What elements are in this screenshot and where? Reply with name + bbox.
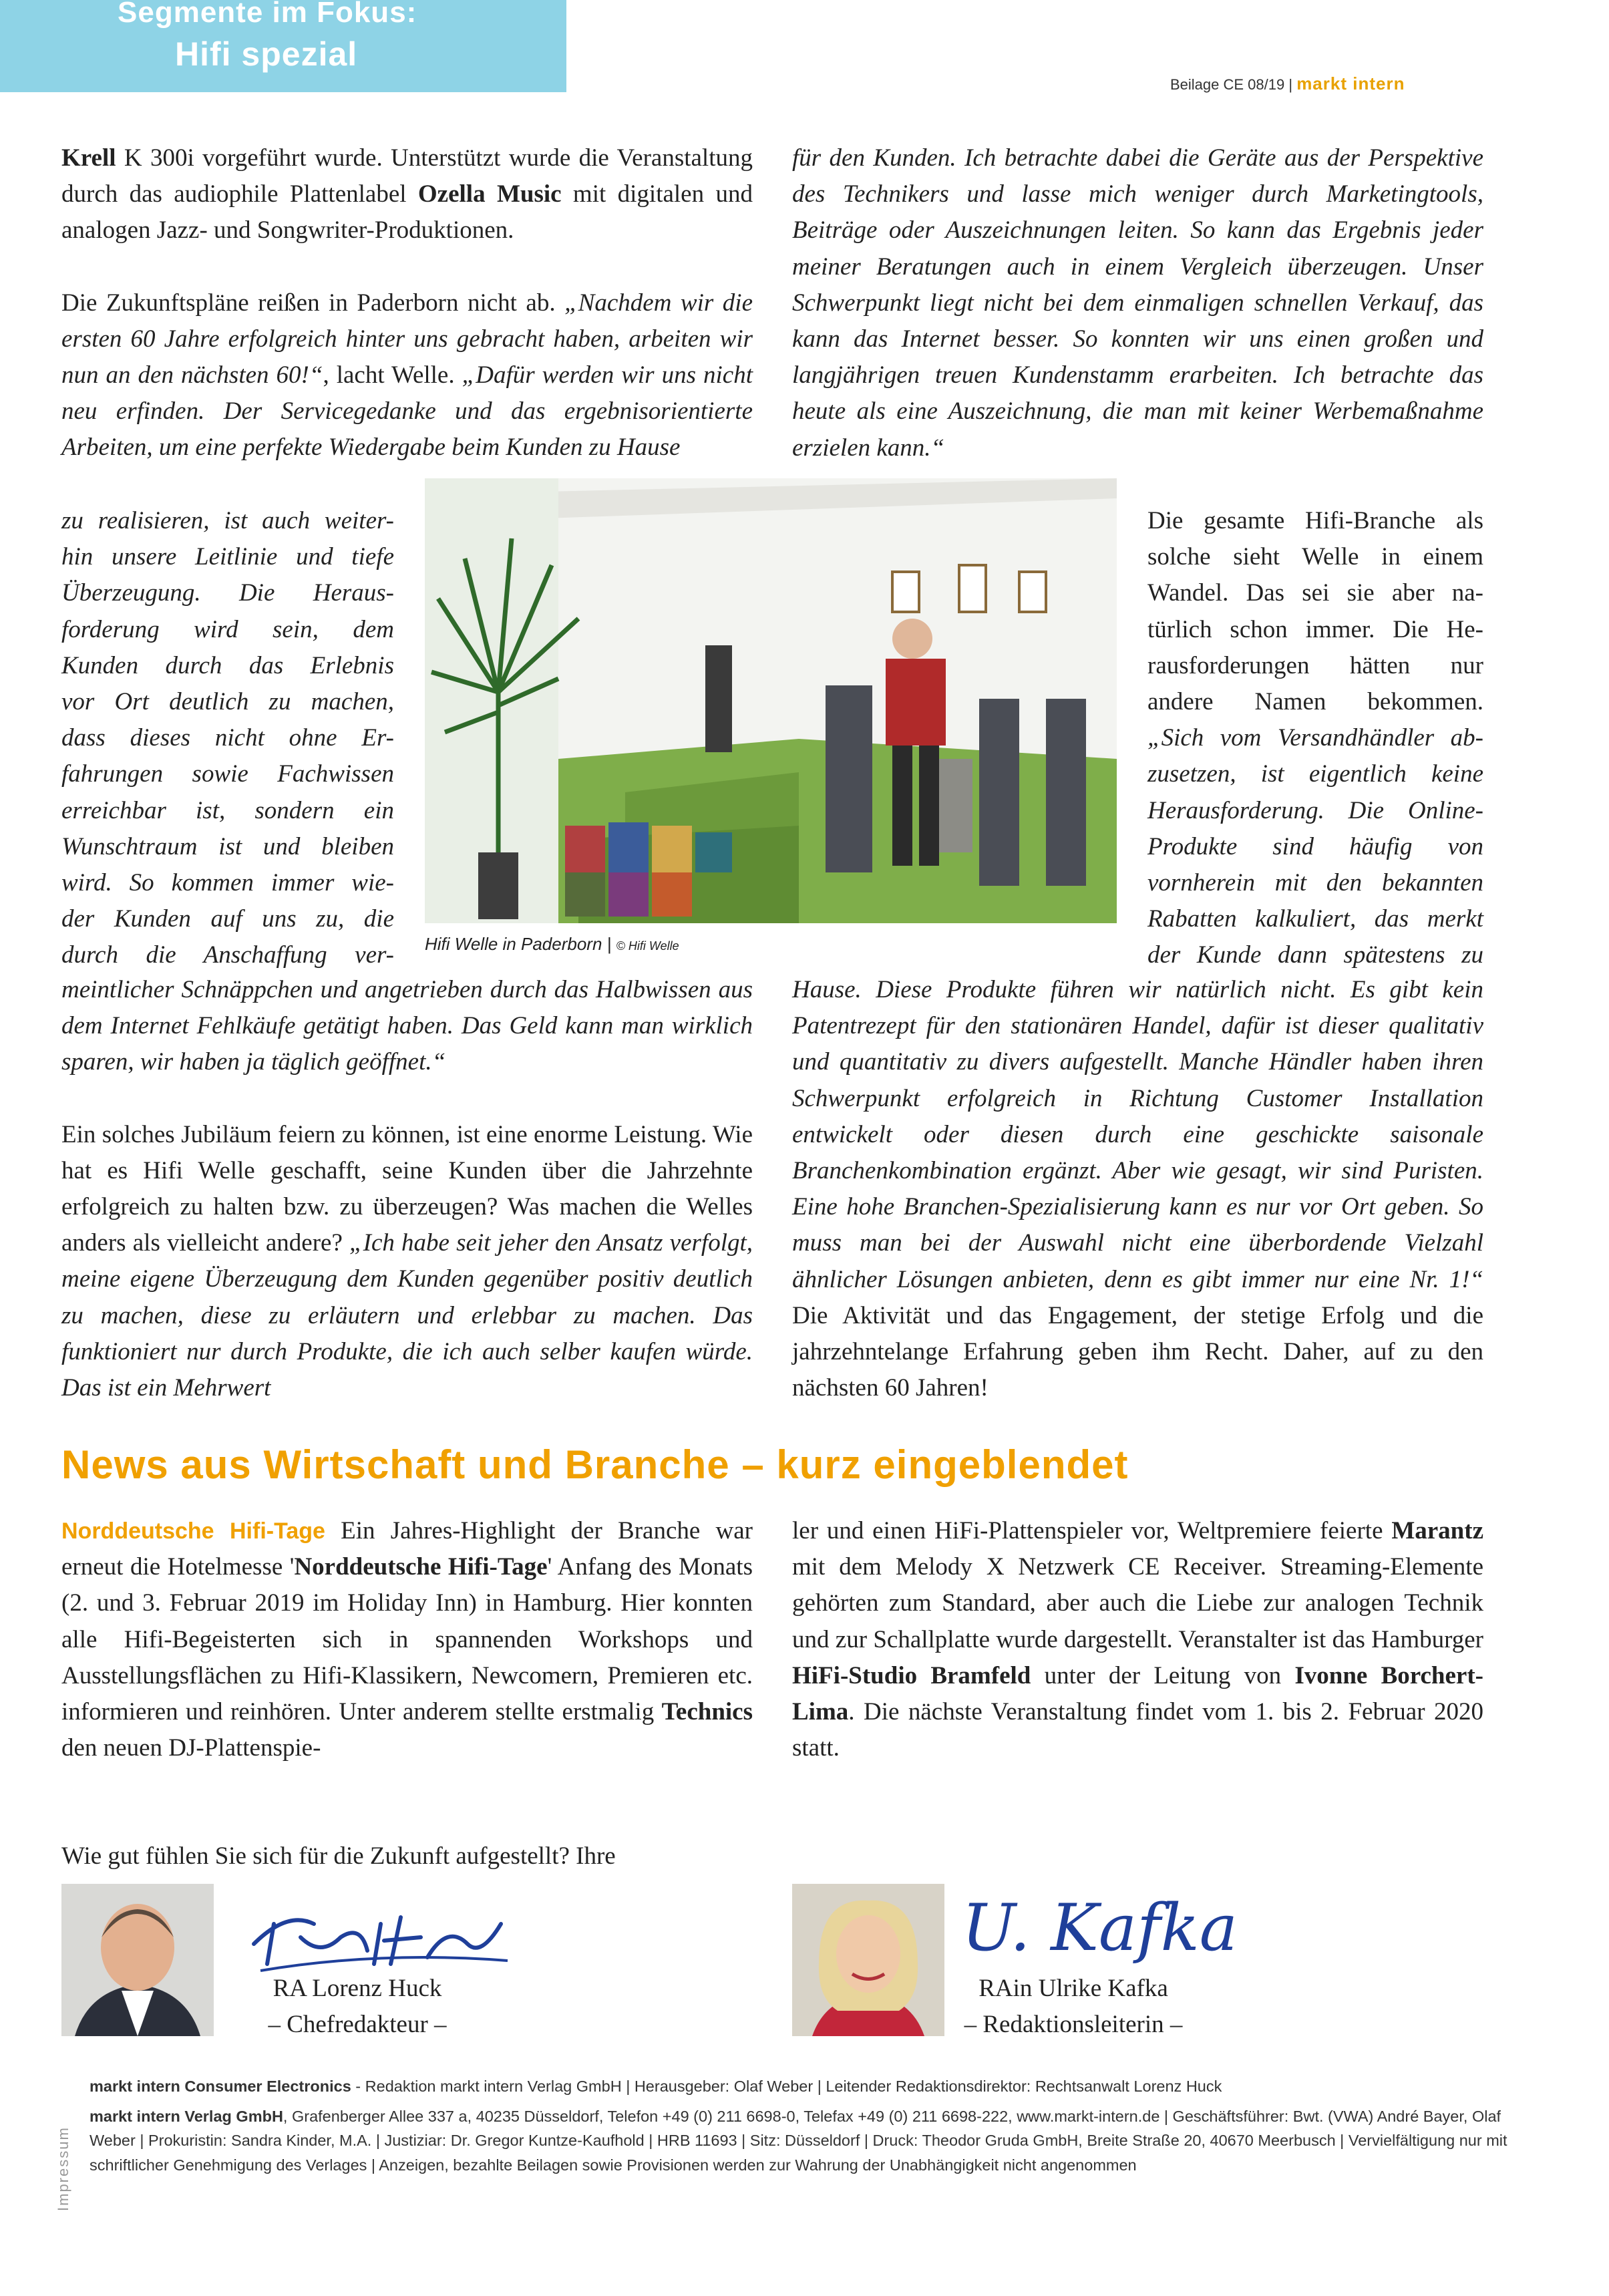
wrap-line: solche sieht Welle in einem (1147, 543, 1483, 571)
quote: „Nachdem wir die ersten 60 Jahre erfolgreich hinter uns gebracht haben, arbeiten wir nun an den nächsten 60!“ (61, 289, 753, 389)
publisher: markt intern Consumer Electronics (90, 2078, 351, 2095)
news-left (61, 1513, 753, 1766)
article-right-top (792, 140, 1483, 466)
caption-credit: © Hifi Welle (616, 939, 679, 953)
closing-question: Wie gut fühlen Sie sich für die Zukunft aufgestellt? Ihre (61, 1842, 616, 1870)
wrap-line: zu realisieren, ist auch weiter- (61, 507, 394, 534)
wrap-line: Kunden durch das Erlebnis (61, 651, 394, 679)
wrap-line: Die gesamte Hifi-Branche als (1147, 507, 1483, 534)
person1-role: – Chefredakteur – (268, 2011, 447, 2038)
wrap-line: erreichbar ist, sondern ein (61, 796, 394, 824)
wrap-line: Rabatten kalkuliert, das merkt (1147, 905, 1483, 933)
signature-ulrike-kafka: U. Kafka (962, 1891, 1238, 1965)
impressum-line (90, 2074, 1532, 2099)
wrap-line: Wunschtraum ist und bleiben (61, 832, 394, 860)
text: K 300i vorgeführt wurde. Unterstützt wurde die Veranstaltung durch das audiophile Plattenlabel (61, 144, 753, 208)
person2-name: RAin Ulrike Kafka (978, 1975, 1168, 2002)
wrap-line: der Kunden auf uns zu, die (61, 905, 394, 933)
wrap-line: durch die Anschaffung ver- (61, 941, 394, 969)
store-photo-illustration (425, 478, 1117, 923)
article-left-top (61, 140, 753, 466)
article-paragraph (61, 140, 753, 249)
text: ' Anfang des Monats (2. und 3. Februar 2019 im Holiday Inn) in Hamburg. Hier konnten alle Hifi-Begeisterten sich in spannenden Workshops und Ausstellungsflächen zu Hifi-Klassikern, Newcomern, Premieren etc. informieren und reinhören. Unter anderem stellte erstmalig (61, 1553, 753, 1726)
side-label-text: Impressum (55, 2126, 71, 2211)
brand-name: Marantz (1391, 1517, 1483, 1544)
article-paragraph (792, 972, 1483, 1406)
wrap-line: zusetzen, ist eigentlich keine (1147, 760, 1483, 788)
section-banner (0, 0, 566, 92)
impressum-side-label (55, 2084, 75, 2211)
signature-lorenz-huck (247, 1897, 514, 1977)
news-right (792, 1513, 1483, 1766)
article-left-bottom (61, 972, 753, 1406)
person2-role: – Redaktionsleiterin – (964, 2011, 1183, 2038)
wrap-line: fahrungen sowie Fachwissen (61, 760, 394, 788)
text: Die Aktivität und das Engagement, der stetige Erfolg und die jahrzehntelange Erfahrung geben ihm Recht. Daher, auf zu den nächsten 60 Jahren! (792, 1301, 1483, 1402)
text: Ein Jahres-Highlight der Branche war erneut die Hotelmesse ' (61, 1517, 753, 1581)
wrap-line: Herausforderung. Die Online- (1147, 796, 1483, 824)
quote: für den Kunden. Ich betrachte dabei die Geräte aus der Perspektive des Technikers und lasse mich weniger durch Marketingtools, Beiträge oder Auszeichnungen leiten. So kann das Ergebnis jeder meiner Beratungen auch in einem Vergleich überzeugen. Unser Schwerpunkt liegt nicht bei dem einmaligen schnellen Verkauf, das kann das Internet besser. So konnten wir uns einen großen und langjährigen treuen Kundenstamm erarbeiten. Ich betrachte das heute als eine Auszeichnung, die man mit keiner Werbemaßnahme erzielen kann.“ (792, 144, 1483, 462)
text: Die Zukunftspläne reißen in Paderborn nicht ab. (61, 289, 565, 317)
wrap-line: türlich schon immer. Die He- (1147, 615, 1483, 643)
brand-name: Technics (661, 1698, 753, 1726)
wrap-line: vornherein mit den bekannten (1147, 869, 1483, 897)
wrap-line: „Sich vom Versandhändler ab- (1147, 724, 1483, 752)
wrap-line: forderung wird sein, dem (61, 615, 394, 643)
wrap-line: rausforderungen hätten nur (1147, 651, 1483, 679)
caption-text: Hifi Welle in Paderborn | (425, 934, 612, 954)
article-left-wrap (61, 503, 394, 974)
wrap-line: Produkte sind häufig von (1147, 832, 1483, 860)
issue-label (1170, 73, 1405, 94)
text: , Grafenberger Allee 337 a, 40235 Düsseldorf, Telefon +49 (0) 211 6698-0, Telefax +49 (0) 211 6698-222, www.markt-intern.de | Geschäftsführer: Bwt. (VWA) André Bayer, Olaf Weber | Prokuristin: Sandra Kinder, M.A. | Justiziar: Dr. Gregor Kuntze-Kaufhold | HRB 11693 | Sitz: Düsseldorf | Druck: Theodor Gruda GmbH, Breite Straße 20, 40670 Meerbusch | Vervielfältigung nur mit schriftlicher Genehmigung des Verlages | Anzeigen, bezahlte Beilagen sowie Provisionen werden zur Wahrung der Unabhängigkeit nicht angenommen (90, 2107, 1507, 2174)
news-kicker: Norddeutsche Hifi-Tage (61, 1518, 325, 1544)
banner-kicker: Segmente im Fokus: (118, 0, 417, 29)
impressum-line (90, 2104, 1532, 2178)
brand-logo-text: markt intern (1296, 73, 1405, 94)
store-photo (425, 478, 1117, 923)
quote: „Dafür werden wir uns nicht neu erfinden. Der Servicegedanke und das ergebnisorientierte Arbeiten, um eine perfekte Wiedergabe beim Kunden zu Hause (61, 361, 753, 462)
event-name: Norddeutsche Hifi-Tage (294, 1553, 548, 1581)
brand-name: Krell (61, 144, 116, 172)
article-paragraph (61, 285, 753, 466)
quote: meintlicher Schnäppchen und angetrieben durch das Halbwissen aus dem Internet Fehlkäufe getätigt haben. Das Geld kann man wirklich sparen, wir haben ja täglich geöffnet.“ (61, 976, 753, 1076)
impressum (90, 2074, 1532, 2177)
text: , lacht Welle. (323, 361, 462, 389)
news-heading: News aus Wirtschaft und Branche – kurz eingeblendet (61, 1442, 1129, 1487)
wrap-line: wird. So kommen immer wie- (61, 869, 394, 897)
avatar-lorenz-huck (61, 1884, 214, 2036)
person1-name: RA Lorenz Huck (273, 1975, 442, 2002)
text: den neuen DJ-Plattenspie- (61, 1734, 321, 1762)
wrap-line: dass dieses nicht ohne Er- (61, 724, 394, 752)
article-paragraph (61, 1117, 753, 1407)
banner-title: Hifi spezial (175, 35, 358, 73)
avatar-ulrike-kafka (792, 1884, 944, 2036)
brand-name: Ozella Music (417, 180, 562, 208)
text: mit dem Melody X Netzwerk CE Receiver. Streaming-Elemente gehörten zum Standard, aber auch die Liebe zur analogen Technik und zur Schallplatte wurde dargestellt. Veranstalter ist das Hamburger (792, 1553, 1483, 1653)
article-right-wrap (1147, 503, 1483, 974)
text: Ein solches Jubiläum feiern zu können, ist eine enorme Leistung. Wie hat es Hifi Welle geschafft, seine Kunden über die Jahrzehnte erfolgreich zu halten bzw. zu überzeugen? Was machen die Welles anders als vielleicht andere? (61, 1120, 753, 1257)
wrap-line: Wandel. Das sei sie aber na- (1147, 579, 1483, 607)
issue-number: Beilage CE 08/19 | (1170, 76, 1293, 93)
text: mit digitalen und analogen Jazz- und Songwriter-Produktionen. (61, 180, 753, 244)
article-right-bottom (792, 972, 1483, 1406)
text: - Redaktion markt intern Verlag GmbH | Herausgeber: Olaf Weber | Leitender Redaktionsdirektor: Rechtsanwalt Lorenz Huck (351, 2078, 1222, 2095)
wrap-line: hin unsere Leitlinie und tiefe (61, 543, 394, 571)
wrap-line: der Kunde dann spätestens zu (1147, 941, 1483, 969)
wrap-line: Überzeugung. Die Heraus- (61, 579, 394, 607)
text: . Die nächste Veranstaltung findet vom 1. bis 2. Februar 2020 statt. (792, 1698, 1483, 1762)
text: ler und einen HiFi-Plattenspieler vor, Weltpremiere feierte (792, 1517, 1392, 1544)
text: unter der Leitung von (1031, 1661, 1295, 1689)
person-name: Ivonne Borchert-Lima (792, 1661, 1483, 1726)
wrap-line: vor Ort deutlich zu machen, (61, 688, 394, 716)
quote: Hause. Diese Produkte führen wir natürlich nicht. Es gibt kein Patentrezept für den stationären Handel, dafür ist dieser qualitativ und quantitativ zu divers aufgestellt. Manche Händler haben ihren Schwerpunkt erfolgreich in Richtung Customer Installation entwickelt oder diesen durch eine geschickte saisonale Branchenkombination ergänzt. Aber wie gesagt, wir sind Puristen. Eine hohe Branchen-Spezialisierung kann es nur vor Ort geben. So muss man bei der Auswahl nicht eine überbordende Vielzahl ähnlicher Lösungen anbieten, denn es gibt immer nur eine Nr. 1!“ (792, 976, 1483, 1293)
wrap-line: andere Namen bekommen. (1147, 688, 1483, 716)
store-name: HiFi-Studio Bramfeld (792, 1661, 1031, 1689)
photo-caption (425, 934, 679, 955)
publisher: markt intern Verlag GmbH (90, 2107, 283, 2125)
quote: „Ich habe seit jeher den Ansatz verfolgt, meine eigene Überzeugung dem Kunden gegenüber positiv deutlich zu machen, diese zu erläutern und erlebbar zu machen. Das funktioniert nur durch Produkte, die ich auch selber kaufen würde. Das ist ein Mehrwert (61, 1229, 753, 1402)
